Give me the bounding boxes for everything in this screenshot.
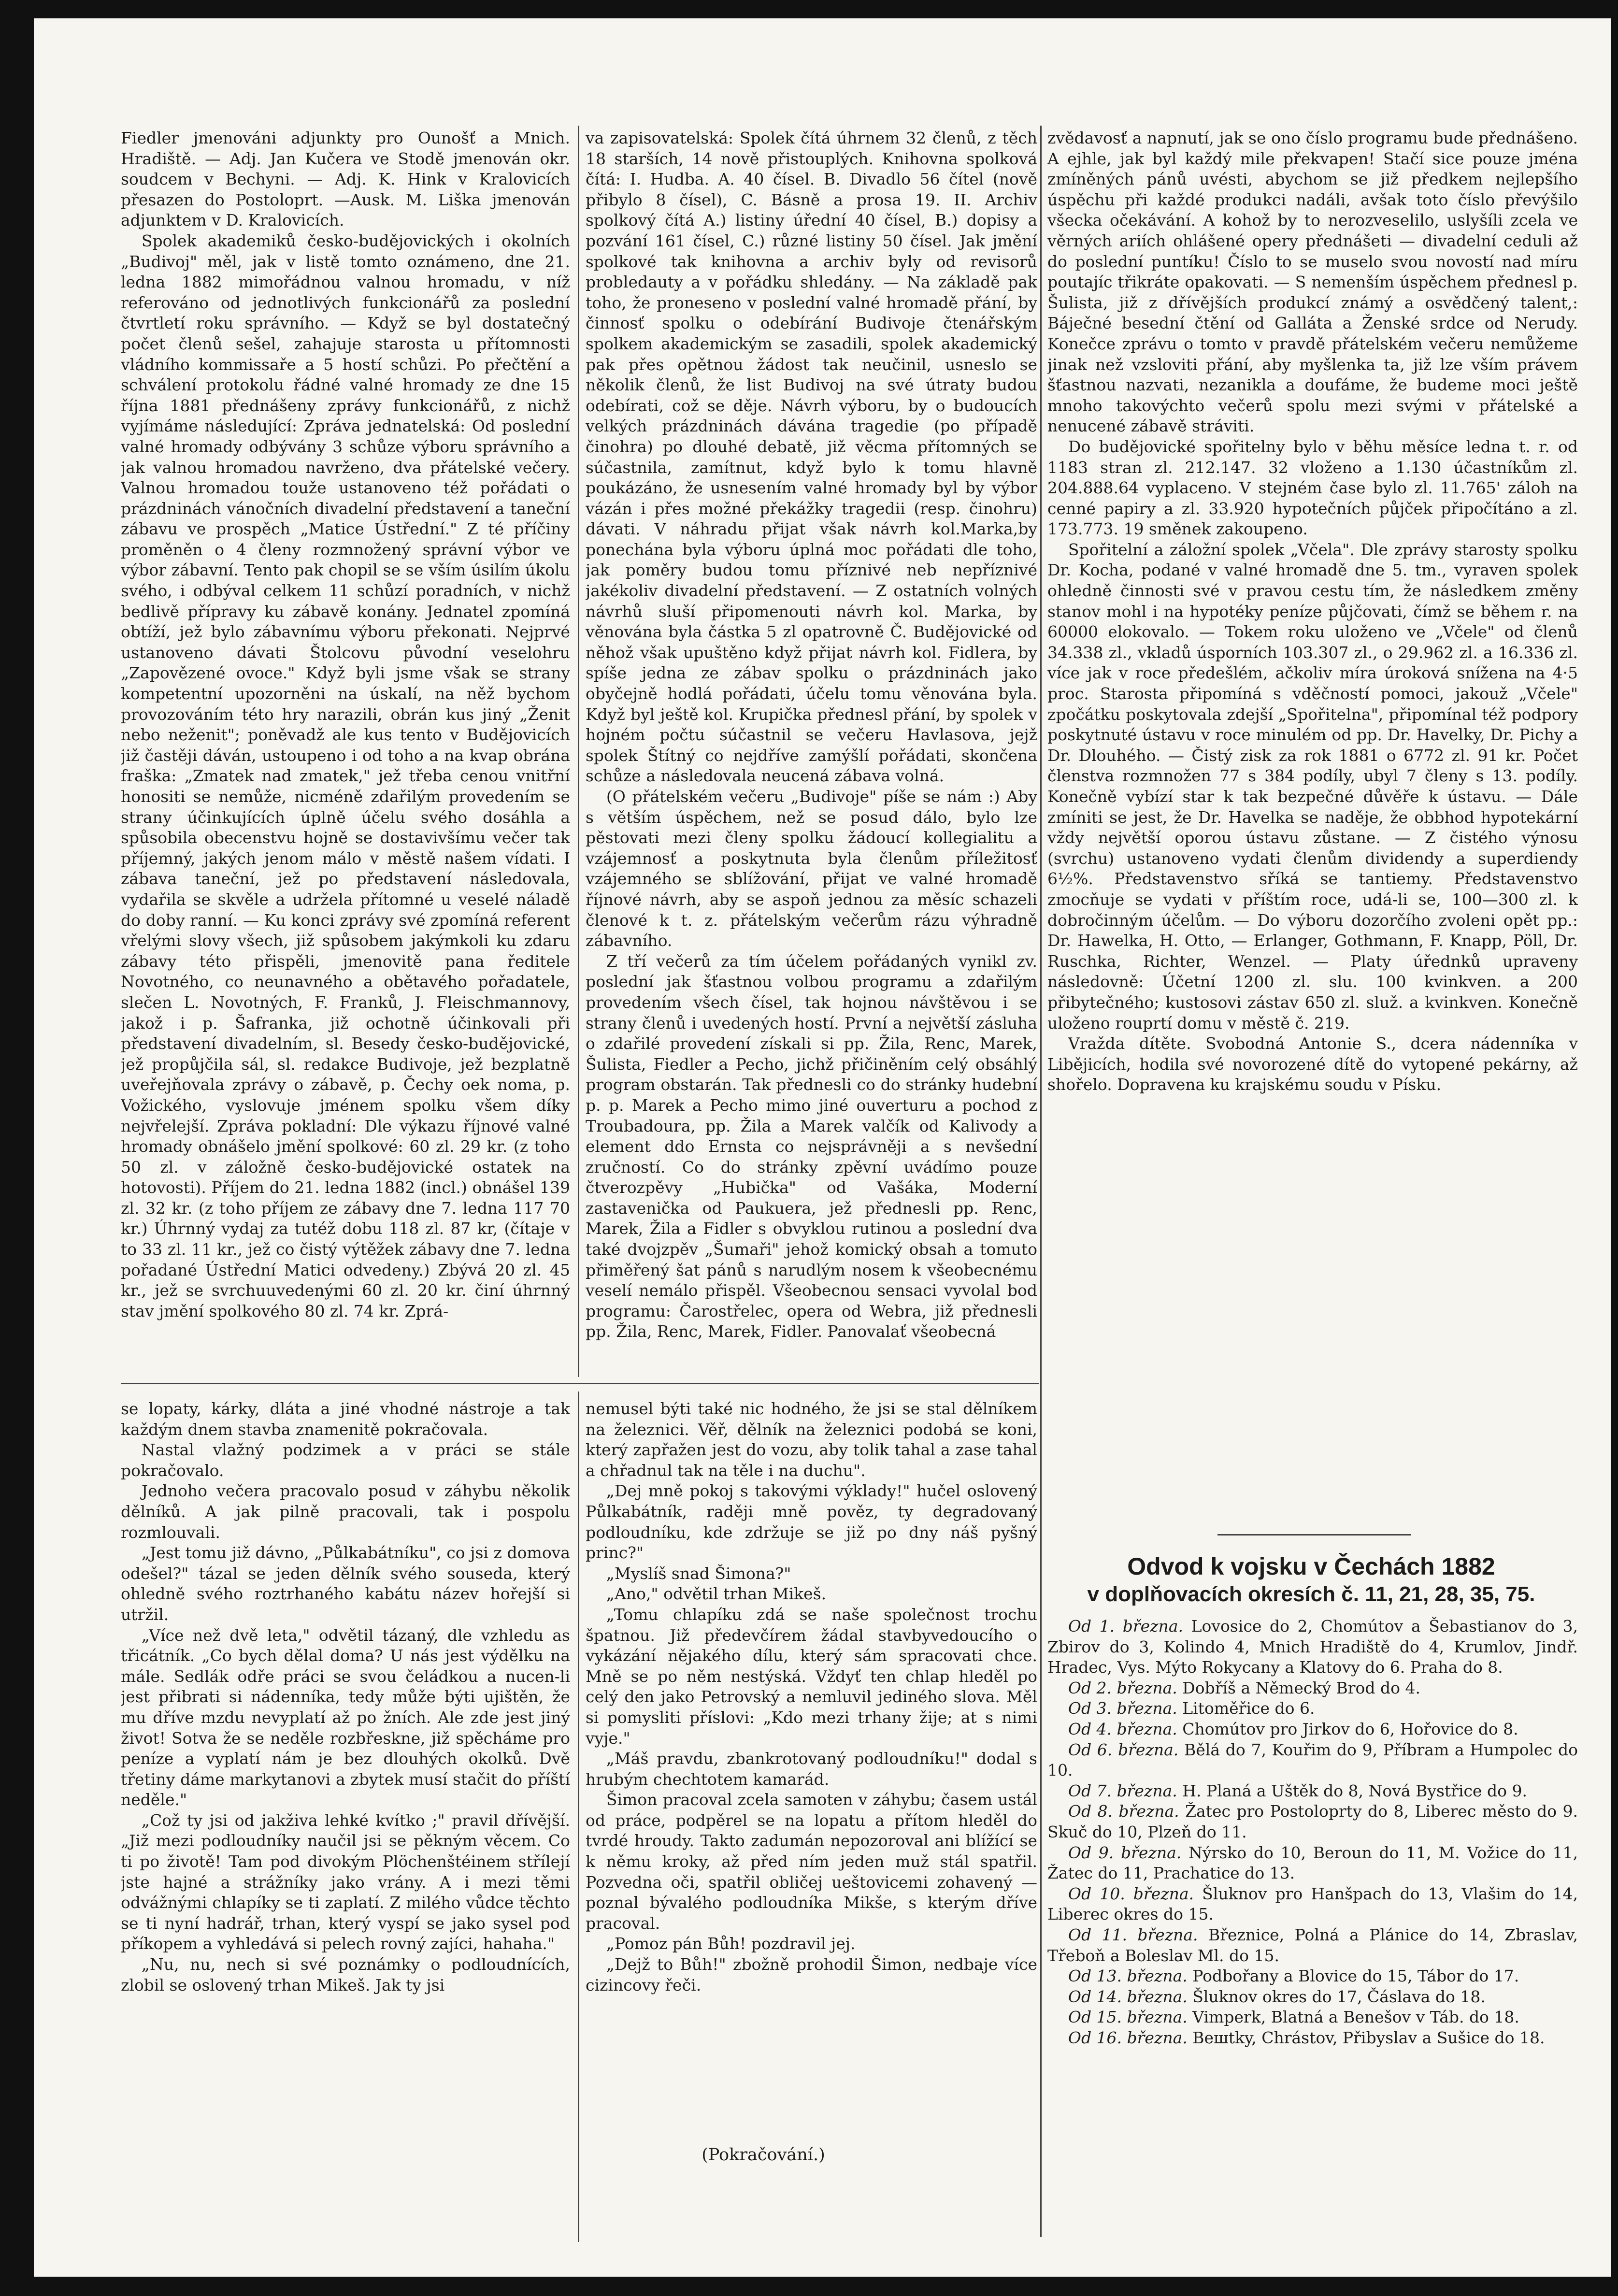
story-paragraph: „Jest tomu již dávno, „Půlkabátníku", co jsi z domova odešel?" tázal se jeden dělník svého souseda, který ohledně svého roztrhaného kabátu název hořejší si utržil. (121, 1543, 570, 1624)
recruitment-list (1047, 1616, 1578, 2244)
recruitment-entry-date: Od 4. března. (1068, 1719, 1177, 1738)
recruitment-entry-text: Chomútov pro Jirkov do 6, Hořovice do 8. (1177, 1719, 1518, 1738)
recruitment-entry (1047, 1987, 1578, 2008)
recruitment-entry-text: Litoměřice do 6. (1177, 1699, 1315, 1718)
news-paragraph: Do budějovické spořitelny bylo v běhu měsíce ledna t. r. od 1183 stran zl. 212.147. 32 vloženo a 1.130 účastníkům zl. 204.888.64 vyplaceno. V stejném čase bylo zl. 11.765' záloh na cenné papiry a zl. 33.920 hypotečních půjček připočítáno a zl. 173.773. 19 směnek zakoupeno. (1047, 437, 1578, 539)
recruitment-entry-date: Od 14. března. (1068, 1987, 1188, 2006)
story-paragraph: „Dej mně pokoj s takovými výklady!" hučel oslovený Půlkabátník, raději mně pověz, ty degradovaný podloudníku, kde zdržuje se již po dny náš pyšný princ?" (586, 1481, 1037, 1563)
recruitment-entry (1047, 1884, 1578, 1925)
scan-border-top (0, 0, 1618, 18)
recruitment-entry-text: Bělá do 7, Kouřim do 9, Příbram a Humpolec do 10. (1047, 1740, 1578, 1780)
recruitment-entry (1047, 1719, 1578, 1740)
story-paragraph: „Více než dvě leta," odvětil tázaný, dle vzhledu as třicátník. „Co bych dělal doma? U nás jest výdělku na mále. Sedlák odře práci se svou čeládkou a nucen-li jest přibrati si nádenníka, tedy může býti ujištěn, že mu dříve mzdu nevyplatí až po žních. Ale zde jest jiný život! Sotva že se neděle rozbřeskne, již spěcháme pro peníze a vyplatí nám je bez dlouhých okolků. Dvě třetiny dáme markytanovi a zbytek musí stačit do příští neděle." (121, 1625, 570, 1809)
recruitment-entry-date: Od 8. března. (1068, 1802, 1179, 1821)
recruitment-subtitle: v doplňovacích okresích č. 11, 21, 28, 35, 75. (1087, 1582, 1535, 1606)
recruitment-entry-date: Od 7. března. (1068, 1781, 1177, 1800)
news-column-3 (1047, 128, 1578, 1481)
recruitment-entry-text: H. Planá a Uštěk do 8, Nová Bystřice do 9. (1177, 1781, 1527, 1800)
news-column-1 (121, 128, 570, 1375)
recruitment-entry (1047, 1843, 1578, 1884)
recruitment-entry-date: Od 9. března. (1068, 1843, 1182, 1862)
feuilleton-rule (121, 1383, 1039, 1384)
recruitment-entry-text: Nýrsko do 10, Beroun do 11, M. Vožice do 11, Žatec do 11, Prachatice do 13. (1047, 1843, 1578, 1883)
story-paragraph: „Myslíš snad Šimona?" (606, 1564, 791, 1583)
recruitment-entry-text: Dobříš a Německý Brod do 4. (1177, 1678, 1420, 1697)
recruitment-entry (1047, 1698, 1578, 1719)
recruitment-entry-text: Žatec pro Postoloprty do 8, Liberec město do 9. Skuč do 10, Plzeň do 11. (1047, 1802, 1578, 1841)
recruitment-entry (1047, 1740, 1578, 1781)
story-paragraph: Nastal vlažný podzimek a v práci se stále pokračovalo. (121, 1440, 570, 1480)
recruitment-entry-date: Od 16. března. (1068, 2028, 1188, 2047)
recruitment-entry-date: Od 6. března. (1068, 1740, 1179, 1759)
news-paragraph: Vražda dítěte. Svobodná Antonie S., dcera nádenníka v Libějicích, hodila své novorozené dítě do vytopené pekárny, až shořelo. Dopravena ku krajskému soudu v Písku. (1047, 1034, 1578, 1094)
story-paragraph: „Máš pravdu, zbankrotovaný podloudníku!" dodal s hrubým chechtotem kamarád. (586, 1749, 1037, 1789)
recruitment-entry-date: Od 11. března. (1068, 1925, 1198, 1944)
story-paragraph: „Nu, nu, nech si své poznámky o podloudnících, zlobil se oslovený trhan Mikeš. Jak ty jsi (121, 1955, 570, 1995)
news-paragraph: (O přátelském večeru „Budivoje" píše se nám :) Aby s větším úspěchem, než se posud dálo, bylo lze pěstovati mezi členy spolku žádoucí kollegialitu a vzájemnosť a poskytnuta byla členům příležitosť vzájemného se sblížování, přijat ve valné hromadě říjnové návrh, aby se aspoň jednou za měsíc schazeli členové k t. z. přátelským večerům rázu výhradně zábavního. (586, 787, 1037, 950)
recruitment-entry-text: Vimperk, Blatná a Benešov v Táb. do 18. (1187, 2008, 1519, 2027)
scan-border-left (0, 0, 34, 2296)
recruitment-entry-date: Od 2. března. (1068, 1678, 1177, 1697)
story-paragraph: „Což ty jsi od jakživa lehké kvítko ;" pravil dřívější. „Již mezi podloudníky naučil jsi se pěkným věcem. Co ti po životě! Tam pod divokým Plöchenštéinem střílejí jste hajné a strážníky jako vrány. A i mezi těmi odvážnými chlapíky se ti zaplatí. Z milého vůdce těchto se ti nyní hadrář, trhan, který vyspí se jako sysel pod příkopem a vyhledává si pelech rovný zajíci, hahaha." (121, 1810, 570, 1953)
recruitment-entry-text: Šluknov pro Hanšpach do 13, Vlašim do 14, Liberec okres do 15. (1047, 1884, 1578, 1924)
scan-border-bottom (0, 2277, 1618, 2296)
recruitment-entry (1047, 1616, 1578, 1678)
story-column-1 (121, 1399, 570, 2242)
recruitment-entry (1047, 1966, 1578, 1987)
story-paragraph: se lopaty, kárky, dláta a jiné vhodné nástroje a tak každým dnem stavba znamenitě pokračovala. (121, 1399, 570, 1439)
news-paragraph: va zapisovatelská: Spolek čítá úhrnem 32 členů, z těch 18 starších, 14 nově přistouplých. Knihovna spolková čítá: I. Hudba. A. 40 čísel. B. Divadlo 56 čítel (nově přibylo 8 čísel), C. Básně a prosa 19. II. Archiv spolkový čítá A.) listiny úřední 40 čísel, B.) dopisy a pozvání 161 čísel, C.) různé listiny 50 čísel. Jak jmění spolkové tak knihovna a archiv byly od revisorů probledauty a v pořádku shledány. — Na základě pak toho, že proneseno v poslední valné hromadě přání, by činnosť spolku o odebírání Budivoje čtenářským spolkem akademickým se zasadili, spolek akademický pak přes opětnou žádost tak neučinil, usneslo se několik členů, že list Budivoj na své útraty budou odebírati, což se děje. Návrh výboru, by o budoucích velkých prázdninách dávána tragedie (po případě činohra) po dlouhé debatě, již věcma přítomných se súčastnila, zamítnut, když bylo k tomu hlavně poukázáno, že usnesením valné hromady byl by výbor vázán i přes možné překážky tragedii (resp. činohru) dávati. V náhradu přijat však návrh kol.Marka,by ponechána byla výboru úplná moc pořádati dle toho, jak poměry budou tomu příznivé neb nepříznivé jakékoliv divadelní představení. — Z ostatních volných návrhů sluší připomenouti návrh kol. Marka, by věnována byla částka 5 zl opatrovně Č. Budějovické od něhož však upuštěno když přijat návrh kol. Fidlera, by spíše jedna ze zábav spolku o prázdninách jako obyčejně hodlá pořádati, účelu tomu věnována byla. Když byl ještě kol. Krupička přednesl přání, by spolek v hojném počtu súčastnil se večeru Havlasova, jejž spolek Štítný co nejdříve zamýšlí pořádati, skončena schůze a následovala neucená zábava volná. (586, 129, 1037, 786)
recruitment-entry-date: Od 3. března. (1068, 1699, 1177, 1718)
recruitment-entry-text: Lovosice do 2, Chomútov a Šebastianov do 3, Zbirov do 3, Kolindo 4, Mnich Hradiště do 4, Krumlov, Jindř. Hradec, Vys. Mýto Rokycany a Klatovy do 6. Praha do 8. (1047, 1617, 1578, 1677)
recruitment-entry-text: Podbořany a Blovice do 15, Tábor do 17. (1187, 1966, 1519, 1986)
news-paragraph: Z tří večerů za tím účelem pořádaných vynikl zv. poslední jak šťastnou volbou programu a zdařilým provedením všech čísel, tak hojnou návštěvou i se strany členů i uvedených hostí. První a největší zásluha o zdařilé provedení získali si pp. Žila, Renc, Marek, Šulista, Fiedler a Pecho, jichž přičiněním celý obsáhlý program obstarán. Tak přednesli co do stránky hudební p. p. Marek a Pecho mimo jiné ouverturu a pochod z Troubadoura, pp. Žila a Marek valčík od Kalivody a element ddo Ernsta co nejsprávněji a s nevšední zručností. Co do stránky zpěvní uvádímo pouze čtverozpěvy „Hubička" od Vašáka, Moderní zastavenička od Paukuera, jež přednesli pp. Renc, Marek, Žila a Fidler s obvyklou rutinou a poslední dva také dvojzpěv „Šumaři" jehož komický obsah a tomuto přiměřený šat pánů s narudlým nosem k všeobecnému veselí nemálo přispěl. Všeobecnou sensaci vyvolal bod programu: Čarostřelec, opera od Webra, již přednesli pp. Žila, Renc, Marek, Fidler. Panovalať všeobecná (586, 951, 1037, 1341)
continued-note: (Pokračování.) (702, 2145, 825, 2165)
recruitment-entry-text: Březnice, Polná a Plánice do 14, Zbraslav, Třeboň a Boleslav Ml. do 15. (1047, 1925, 1578, 1965)
recruitment-entry-text: Šluknov okres do 17, Čáslava do 18. (1187, 1987, 1486, 2006)
recruitment-entry-text: Bешtky, Chrástov, Přibyslav a Sušice do 18. (1187, 2028, 1545, 2047)
recruitment-entry (1047, 1781, 1578, 1802)
news-paragraph: zvědavosť a napnutí, jak se ono číslo programu bude přednášeno. A ejhle, jak byl každý mile překvapen! Stačí sice pouze jména zmíněných pánů uvésti, abychom se již předkem nejlepšího úspěchu při každé produkci nadáli, avšak toto číslo převýšilo všecka očekávání. A kohož by to nerozveselilo, uslyšíli zcela ve věrných ariích ohlášené opery přednášeti — divadelní ceduli až do poslední puntíku! Číslo to se muselo svou novostí nad míru poutajíc třikráte opakovati. — S nemenším úspěchem přednesl p. Šulista, již z dřívějších produkcí známý a osvědčený talent,: Báječné besední čtění od Galláta a Ženské srdce od Nerudy. Konečce zprávu o tomto v pravdě přátelském večeru nemůžeme jinak než vzsloviti přání, aby myšlenka ta, již lze vším právem šťastnou nazvati, nezanikla a doufáme, že budeme moci ještě mnoho takovýchto večerů spolu mezi svými v přátelské a nenucené zábavě stráviti. (1047, 129, 1578, 436)
recruitment-entry (1047, 2007, 1578, 2028)
story-paragraph: „Tomu chlapíku zdá se naše společnost trochu špatnou. Již předevčírem žádal stavbyvedoucího o vykázání nějakého dílu, který sám spracovati chce. Mně se po něm nestýská. Vždyť ten chlap hleděl po celý den jako Petrovský a nemluvil jediného slova. Měl si pomysliti příslovi: „Kdo mezi trhany žije; at s nimi vyje." (586, 1605, 1037, 1748)
news-paragraph: Spolek akademiků česko-budějovických i okolních „Budivoj" měl, jak v listě tomto oznámeno, dne 21. ledna 1882 mimořádnou valnou hromadu, v níž referováno od jednotlivých funkcionářů za poslední čtvrtletí roku správního. — Když se byl dostatečný počet členů sešel, zahajuje starosta u přítomnosti vládního kommissaře a 5 hostí schůzi. Po přečtění a schválení protokolu řádné valné hromady ze dne 15 října 1881 přednášeny zprávy funkcionářů, z nichž vyjímáme následující: Zpráva jednatelská: Od poslední valné hromady odbývány 3 schůze výboru správního a jak valnou hromadou navrženo, dva přátelské večery. Valnou hromadou touže ustanoveno též pořádati o prázdninách vánočních divadelní představení a taneční zábavu ve prospěch „Matice Ústřední." Z té příčiny proměněn o 4 členy rozmnožený správní výbor ve výbor zábavní. Tento pak chopil se se vším úsilím úkolu svého, i odbýval celkem 11 schůzí poradních, v nichž bedlivě přípravy ku zábavě konány. Jednatel zpomíná obtíží, jež bylo zábavnímu výboru překonati. Nejprvé ustanoveno dávati Štolcovu původní veselohru „Zapovězené ovoce." Když byli jsme však se strany kompetentní upozorněni na úskalí, na něž bychom provozováním této hry narazili, obrán kus jiný „Ženit nebo neženit"; poněvadž ale kus tento v Budějovicích již častěji dáván, ustoupeno i od toho a na kvap obrána fraška: „Zmatek nad zmatek," jež třeba cenou vnitřní honositi se nemůže, nicméně zdařilým provedením se strany účinkujících úplně účelu svého dosáhla a spůsobila obecenstvu hojně se dostavivšímu večer tak příjemný, jakých jenom málo v městě našem vídati. I zábava taneční, jež po představení následovala, vydařila se skvěle a udržela přítomné u veselé náladě do doby ranní. — Ku konci zprávy své zpomíná referent vřelými slovy všech, již spůsobem jakýmkoli ku zdaru zábavy této přispěli, jmenovitě pana ředitele Novotného, co neunavného a obětavého pořadatele, slečen L. Novotných, F. Franků, J. Fleischmannovy, jakož i p. Šafranka, již ochotně účinkovali při představení divadelním, sl. Besedy česko-budějovické, jež propůjčila sál, sl. redakce Budivoje, jež bezplatně uveřejňovala zprávy o zábavě, p. Čechy oek noma, p. Vožického, vyslovuje jménem spolku všem díky nejvřelejší. Zpráva pokladní: Dle výkazu říjnové valné hromady obnášelo jmění spolkové: 60 zl. 29 kr. (z toho 50 zl. v záložně česko-budějovické ostatek na hotovosti). Příjem do 21. ledna 1882 (incl.) obnášel 139 zl. 32 kr. (z toho příjem ze zábavy dne 7. ledna 117 70 kr.) Úhrnný vydaj za tutéž dobu 118 zl. 87 kr, (čítaje v to 33 zl. 11 kr., jež co čistý výtěžek zábavy dne 7. ledna pořadané Ústřední Matici odvedeny.) Zbývá 20 zl. 45 kr., jež se svrchuuvedenými 60 zl. 20 kr. činí úhrnný stav jmění spolkového 80 zl. 74 kr. Zprá- (121, 231, 570, 1320)
column-divider (1040, 126, 1042, 2237)
news-paragraph: Spořitelní a záložní spolek „Včela". Dle zprávy starosty spolku Dr. Kocha, podané v valné hromadě dne 5. tm., vyraven spolek ohledně činnosti své v pravou cestu tím, že následkem změny stanov mohl i na hypotéky peníze půjčovati, čímž se během r. na 60000 elokovalo. — Tokem roku uloženo ve „Včele" od členů 34.338 zl., vkladů úsporních 103.307 zl., o 29.962 zl. a 16.336 zl. více jak v roce předešlém, ačkoliv míra úroková snížena na 4·5 proc. Starosta připomíná s vděčností pomoci, jakouž „Včele" zpočátku poskytovala zdejší „Spořitelna", připomínal též podpory poskytnuté ústavu v roce minulém od pp. Dr. Havelky, Dr. Pichy a Dr. Dlouhého. — Čistý zisk za rok 1881 o 6772 zl. 91 kr. Počet členstva rozmnožen 77 s 384 podíly, ubyl 7 členy s 13. podíly. Konečně vybízí star k tak bezpečné důvěře k ústavu. — Dále zmíniti se jest, že Dr. Havelka se naděje, že obbhod hypotekární vždy největší oporou ústavu zůstane. — Z čistého výnosu (svrchu) ustanoveno vydati členům dividendy a superdiendy 6½%. Představenstvo sříká se tantiemy. Představenstvo zmocňuje se vydati v příštím roce, udá-li se, 100—300 zl. k dobročinným účelům. — Do výboru dozorčího zvoleni opět pp.: Dr. Hawelka, H. Otto, — Erlanger, Gothmann, F. Knapp, Pöll, Dr. Ruschka, Richter, Wenzel. — Platy úřednků upraveny následovně: Účetní 1200 zl. slu. 100 kvinkven. a 200 přibytečného; kustosovi zástav 650 zl. služ. a kvinkven. Konečně uloženo rouprtí domu v městě č. 219. (1047, 540, 1578, 1033)
recruitment-entry-date: Od 13. března. (1068, 1966, 1188, 1986)
story-paragraph: „Ano," odvětil trhan Mikeš. (606, 1584, 827, 1604)
recruitment-entry-date: Od 15. března. (1068, 2008, 1188, 2027)
recruitment-entry-date: Od 10. března. (1068, 1884, 1194, 1903)
story-column-2 (586, 1399, 1037, 2143)
news-paragraph: Fiedler jmenováni adjunkty pro Ounošť a Mnich. Hradiště. — Adj. Jan Kučera ve Stodě jmenován okr. soudcem v Bechyni. — Adj. K. Hink v Kralovicích přesazen do Postoloprt. —Ausk. M. Liška jmenován adjunktem v D. Kralovicích. (121, 129, 570, 230)
news-column-2 (586, 128, 1037, 1375)
story-paragraph: „Dejž to Bůh!" zbožně prohodil Šimon, nedbaje více cizincovy řeči. (586, 1955, 1037, 1995)
story-paragraph: nemusel býti také nic hodného, že jsi se stal dělníkem na železnici. Věř, dělník na železnici podobá se koni, který zapřažen jest do vozu, aby tolik tahal a zase tahal a chřadnul tak na těle i na duchu". (586, 1399, 1037, 1480)
recruitment-entry (1047, 1801, 1578, 1842)
recruitment-title: Odvod k vojsku v Čechách 1882 (1127, 1553, 1495, 1580)
recruitment-entry (1047, 1678, 1578, 1699)
recruitment-entry (1047, 2028, 1578, 2049)
story-paragraph: „Pomoz pán Bůh! pozdravil jej. (606, 1934, 856, 1953)
recruitment-entry-date: Od 1. března. (1068, 1617, 1183, 1636)
column-divider (578, 1392, 579, 2242)
story-paragraph: Jednoho večera pracovalo posud v záhybu několik dělníků. A jak pilně pracovali, tak i pospolu rozmlouvali. (121, 1481, 570, 1542)
column-divider (578, 126, 579, 1377)
section-rule (1217, 1534, 1411, 1535)
story-paragraph: Šimon pracoval zcela samoten v záhybu; časem ustál od práce, podpěrel se na lopatu a přítom hleděl do tvrdé hroudy. Takto zadumán nepozoroval ani blížící se k němu kroky, až před ním jeden muž stál spatřil. Pozvedna oči, spatřil obličej ueštovicemi zohavený — poznal bývalého podloudníka Mikše, s kterým dříve pracoval. (586, 1790, 1037, 1933)
scan-border-right (1611, 0, 1618, 2296)
recruitment-entry (1047, 1925, 1578, 1966)
